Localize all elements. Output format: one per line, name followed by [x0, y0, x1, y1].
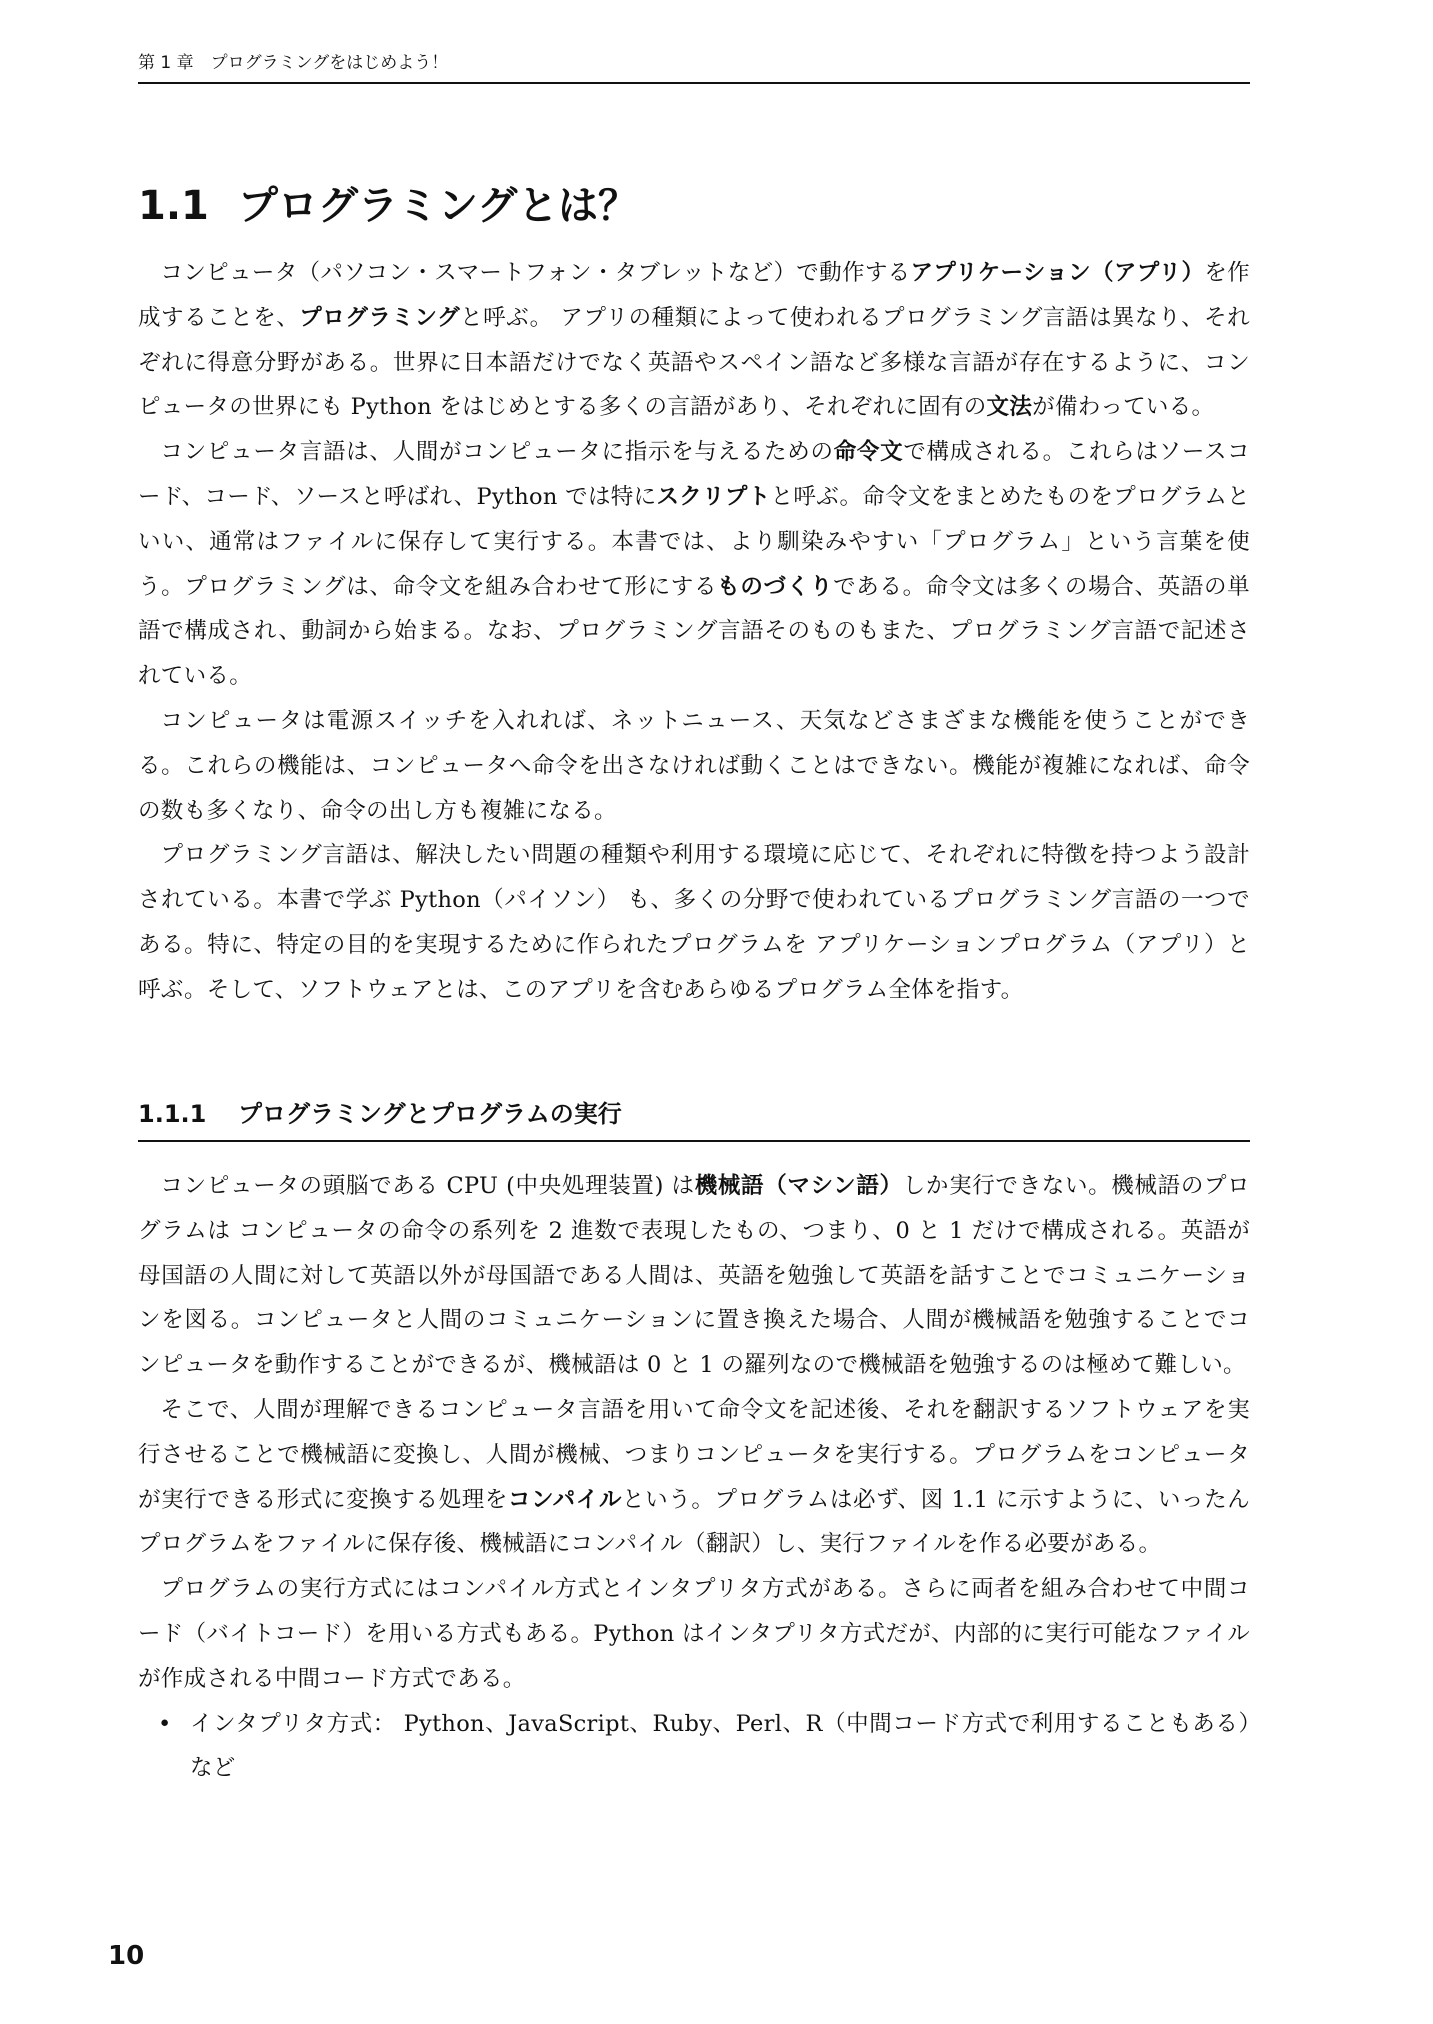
running-header	[138, 50, 1250, 84]
bullet-icon: •	[158, 1710, 172, 1737]
text-run: しか実行できない。機械語のプログラムは コンピュータの命令の系列を 2 進数で表現したもの、つまり、0 と 1 だけで構成される。英語が母国語の人間に対して英語以外が母国語である人間は、英語を勉強して英語を話すことでコミュニケーションを図る。コンピュータと人間のコミュニケーションに置き換えた場合、人間が機械語を勉強することでコンピュータを動作することができるが、機械語は 0 と 1 の羅列なので機械語を勉強するのは極めて難しい。	[138, 1173, 1250, 1379]
body-paragraph	[138, 833, 1250, 1012]
bullet-list	[138, 1702, 1250, 1792]
bold-term: スクリプト	[656, 483, 771, 510]
running-header-title: 第 1 章 プログラミングをはじめよう！	[138, 53, 449, 73]
text-run: が備わっている。	[1032, 394, 1215, 421]
body-paragraph	[138, 430, 1250, 699]
section-title	[138, 178, 638, 234]
subsection-body	[138, 1164, 1250, 1791]
subsection-title	[138, 1096, 1250, 1142]
bullet-item	[138, 1702, 1250, 1792]
bold-term: 文法	[986, 394, 1033, 421]
text-run: コンピュータ言語は、人間がコンピュータに指示を与えるための	[160, 439, 834, 466]
page-number: 10	[108, 1941, 145, 1971]
bullet-item-text: インタプリタ方式： Python、JavaScript、Ruby、Perl、R（中間コード方式で利用することもある）など	[190, 1710, 1250, 1782]
section-body	[138, 251, 1250, 1013]
text-run: コンピュータは電源スイッチを入れれば、ネットニュース、天気などさまざまな機能を使うことができる。これらの機能は、コンピュータへ命令を出さなければ動くことはできない。機能が複雑になれば、命令の数も多くなり、命令の出し方も複雑になる。	[138, 707, 1250, 824]
bold-term: プログラミング	[299, 304, 461, 331]
bold-term: 機械語（マシン語）	[694, 1173, 903, 1199]
section-title-text: プログラミングとは？	[238, 183, 638, 229]
text-run: と呼ぶ。命令文をまとめたものをプログラムといい、通常はファイルに保存して実行する。本書では、より馴染みやすい「プログラム」という言葉を使う。プログラミングは、命令文を組み合わせて形にする	[138, 483, 1250, 600]
bold-term: アプリケーション（アプリ）	[910, 260, 1205, 286]
text-run: プログラムの実行方式にはコンパイル方式とインタプリタ方式がある。さらに両者を組み合わせて中間コード（バイトコード）を用いる方式もある。Python はインタプリタ方式だが、内部的に実行可能なファイルが作成される中間コード方式である。	[138, 1576, 1250, 1692]
text-run: である。命令文は多くの場合、英語の単語で構成され、動詞から始まる。なお、プログラミング言語そのものもまた、プログラミング言語で記述されている。	[138, 573, 1250, 690]
subsection-title-text: プログラミングとプログラムの実行	[238, 1100, 622, 1128]
text-run: そこで、人間が理解できるコンピュータ言語を用いて命令文を記述後、それを翻訳するソフトウェアを実行させることで機械語に変換し、人間が機械、つまりコンピュータを実行する。プログラムをコンピュータが実行できる形式に変換する処理を	[138, 1396, 1250, 1513]
text-run: という。プログラムは必ず、図 1.1 に示すように、いったんプログラムをファイルに保存後、機械語にコンパイル（翻訳）し、実行ファイルを作る必要がある。	[138, 1486, 1250, 1558]
text-run: コンピュータ（パソコン・スマートフォン・タブレットなど）で動作する	[160, 260, 911, 286]
bold-term: コンパイル	[507, 1486, 623, 1513]
bold-term: ものづくり	[717, 573, 834, 600]
text-run: と呼ぶ。 アプリの種類によって使われるプログラミング言語は異なり、それぞれに得意分野がある。世界に日本語だけでなく英語やスペイン語など多様な言語が存在するように、コンピュータの世界にも Python をはじめとする多くの言語があり、それぞれに固有の	[138, 304, 1250, 421]
text-run: を作成することを、	[138, 260, 1250, 331]
body-paragraph	[138, 1567, 1250, 1701]
bold-term: 命令文	[833, 439, 904, 466]
body-paragraph	[138, 1388, 1250, 1567]
subsection-number: 1.1.1	[138, 1100, 207, 1128]
text-run: コンピュータの頭脳である CPU (中央処理装置) は	[160, 1173, 695, 1199]
body-paragraph	[138, 251, 1250, 430]
text-run: で構成される。これらはソースコード、コード、ソースと呼ばれ、Python では特に	[138, 439, 1250, 510]
text-run: プログラミング言語は、解決したい問題の種類や利用する環境に応じて、それぞれに特徴を持つよう設計されている。本書で学ぶ Python（パイソン） も、多くの分野で使われているプログラミング言語の一つである。特に、特定の目的を実現するために作られたプログラムを アプリケーションプログラム（アプリ）と呼ぶ。そして、ソフトウェアとは、このアプリを含むあらゆるプログラム全体を指す。	[138, 842, 1250, 1003]
section-number: 1.1	[138, 183, 209, 229]
body-paragraph	[138, 699, 1250, 833]
body-paragraph	[138, 1164, 1250, 1388]
